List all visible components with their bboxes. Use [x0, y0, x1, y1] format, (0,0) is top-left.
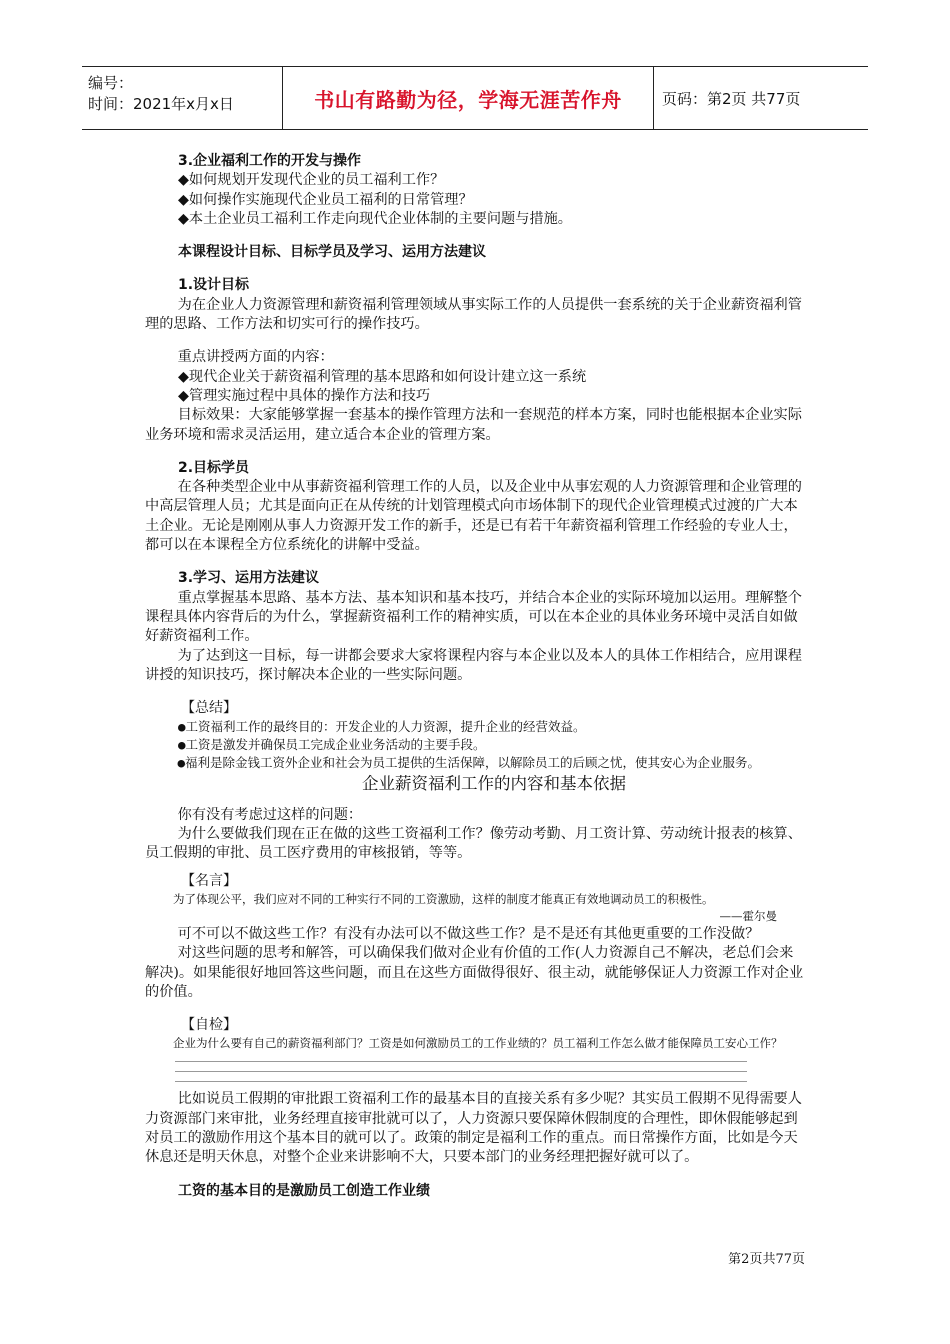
- paragraph: 你有没有考虑过这样的问题：: [177, 806, 363, 823]
- page-footer: 第2页共77页: [728, 1252, 805, 1267]
- paragraph: 在各种类型企业中从事薪资福利管理工作的人员，以及企业中从事宏观的人力资源管理和企业管理的中高层管理人员；尤其是面向正在从传统的计划管理模式向市场体制下的现代企业管理模式过渡的广大本土企业。无论是刚刚从事人力资源开发工作的新手，还是已有若干年薪资福利管理工作经验的专业人士，都可以在本课程全方位系统化的讲解中受益。: [145, 479, 802, 554]
- paragraph: 为在企业人力资源管理和薪资福利管理领域从事实际工作的人员提供一套系统的关于企业薪资福利管理的思路、工作方法和切实可行的操作技巧。: [145, 296, 802, 333]
- paragraph: 为什么要做我们现在正在做的这些工资福利工作？像劳动考勤、月工资计算、劳动统计报表的核算、员工假期的审批、员工医疗费用的审核报销，等等。: [145, 826, 802, 862]
- paragraph: 对这些问题的思考和解答，可以确保我们做对企业有价值的工作(人力资源自己不解决，老总们会来解决)。如果能很好地回答这些问题，而且在这些方面做得很好、很主动，就能够保证人力资源工作对企业的价值。: [145, 945, 804, 1000]
- summary-item: ●工资是激发并确保员工完成企业业务活动的主要手段。: [178, 737, 486, 753]
- chapter-title: 企业薪资福利工作的内容和基本依据: [362, 774, 626, 794]
- section-heading: 3.学习、运用方法建议: [178, 570, 320, 587]
- section-heading: 2.目标学员: [178, 459, 250, 476]
- bullet-item: ◆本土企业员工福利工作走向现代企业体制的主要问题与措施。: [178, 210, 572, 227]
- summary-tag: 【总结】: [181, 700, 237, 717]
- header-page-cell: [654, 67, 868, 129]
- answer-line: [175, 1071, 747, 1072]
- quote-author: ——霍尔曼: [719, 908, 777, 923]
- section-heading: 1.设计目标: [178, 277, 250, 294]
- section-heading: 工资的基本目的是激励员工创造工作业绩: [178, 1182, 430, 1199]
- paragraph: 为了达到这一目标，每一讲都会要求大家将课程内容与本企业以及本人的具体工作相结合，应用课程讲授的知识技巧，探讨解决本企业的一些实际问题。: [145, 647, 802, 683]
- paragraph: 可不可以不做这些工作？有没有办法可以不做这些工作？是不是还有其他更重要的工作没做？: [177, 925, 760, 942]
- paragraph: 比如说员工假期的审批跟工资福利工作的最基本目的直接关系有多少呢？其实员工假期不见得需要人力资源部门来审批，业务经理直接审批就可以了，人力资源只要保障休假制度的合理性，即休假能够起到对员工的激励作用这个基本目的就可以了。政策的制定是福利工作的重点。而日常操作方面，比如是今天休息还是明天休息，对整个企业来讲影响不大，只要本部门的业务经理把握好就可以了。: [145, 1091, 802, 1166]
- selfcheck-text: 企业为什么要有自己的薪资福利部门？工资是如何激励员工的工作业绩的？员工福利工作怎么做才能保障员工安心工作？: [173, 1036, 783, 1051]
- paragraph: 目标效果：大家能够掌握一套基本的操作管理方法和一套规范的样本方案，同时也能根据本企业实际业务环境和需求灵活运用，建立适合本企业的管理方案。: [145, 407, 802, 443]
- bullet-item: ◆如何操作实施现代企业员工福利的日常管理？: [178, 191, 473, 208]
- header-meta: [82, 67, 282, 129]
- document-body: [145, 152, 807, 1201]
- answer-line: [175, 1061, 747, 1062]
- code-label: 编号：: [88, 74, 134, 92]
- section-heading: 3.企业福利工作的开发与操作: [178, 153, 362, 169]
- summary-item: ●工资福利工作的最终目的：开发企业的人力资源，提升企业的经营效益。: [178, 719, 586, 735]
- page-header: [82, 66, 868, 130]
- motto: 书山有路勤为径，学海无涯苦作舟: [314, 87, 622, 112]
- bullet-item: ◆如何规划开发现代企业的员工福利工作？: [178, 172, 445, 189]
- header-motto-cell: [282, 67, 654, 129]
- summary-item: ●福利是除金钱工资外企业和社会为员工提供的生活保障，以解除员工的后顾之忧，使其安心为企业服务。: [177, 755, 761, 771]
- quote-tag: 【名言】: [181, 872, 237, 889]
- section-heading: 本课程设计目标、目标学员及学习、运用方法建议: [178, 244, 486, 261]
- bullet-item: ◆管理实施过程中具体的操作方法和技巧: [178, 387, 431, 404]
- quote-text: 为了体现公平，我们应对不同的工种实行不同的工资激励，这样的制度才能真正有效地调动员工的积极性。: [173, 891, 714, 906]
- page-label: 页码：第2页 共77页: [662, 89, 801, 108]
- paragraph: 重点讲授两方面的内容：: [177, 349, 334, 366]
- paragraph: 重点掌握基本思路、基本方法、基本知识和基本技巧，并结合本企业的实际环境加以运用。理解整个课程具体内容背后的为什么，掌握薪资福利工作的精神实质，可以在本企业的具体业务环境中灵活自如做好薪资福利工作。: [145, 589, 802, 645]
- date-label: 时间：2021年x月x日: [88, 95, 234, 113]
- selfcheck-tag: 【自检】: [181, 1017, 237, 1034]
- bullet-item: ◆现代企业关于薪资福利管理的基本思路和如何设计建立这一系统: [178, 368, 587, 385]
